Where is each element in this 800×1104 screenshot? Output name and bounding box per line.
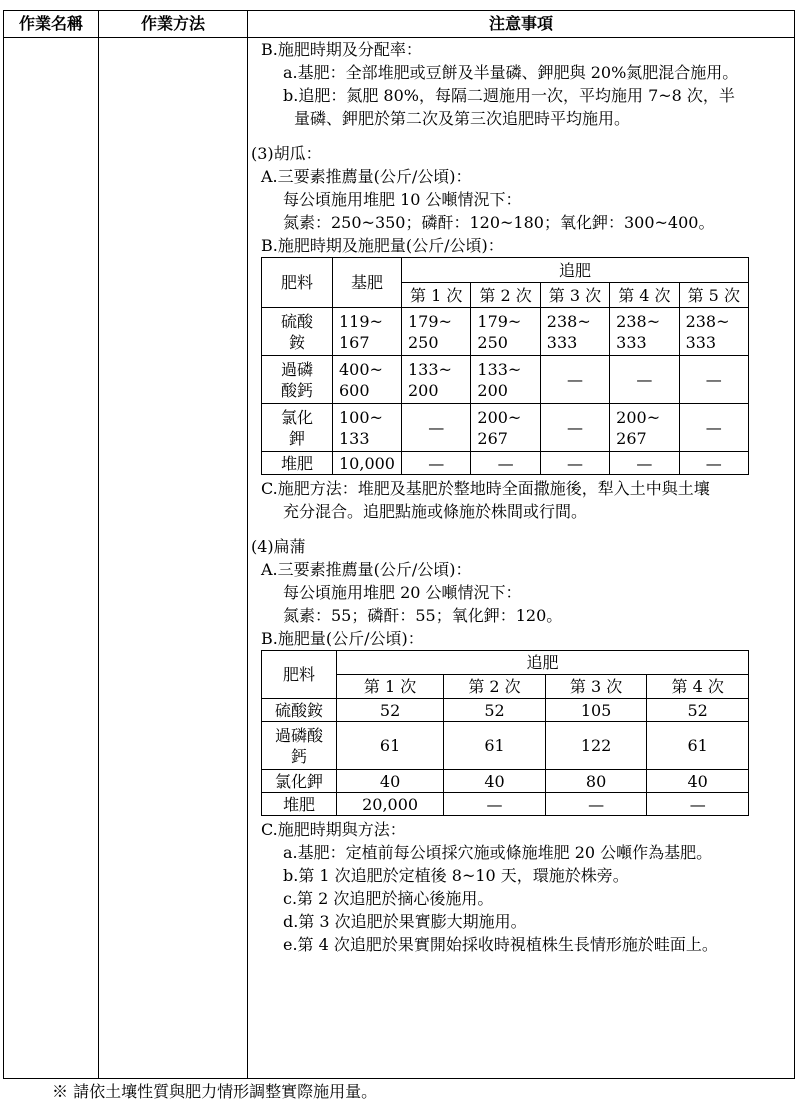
cell-line: —	[428, 453, 445, 473]
cucumber-c-line1: C.施肥方法：堆肥及基肥於整地時全面撒施後，犁入土中與土壤	[261, 479, 710, 498]
cell-line: —	[497, 453, 514, 473]
cell-value: —	[545, 793, 647, 816]
header-notes: 注意事項	[488, 14, 553, 33]
cell-line: —	[566, 418, 583, 437]
timing-title: B.施肥時期及分配率：	[261, 40, 422, 59]
cell-line: —	[705, 370, 722, 389]
cell-line: 267	[616, 428, 647, 448]
cell-value: 52	[444, 699, 546, 722]
cell-line: 堆肥	[280, 453, 313, 473]
table-row	[262, 356, 749, 404]
cell-empty	[679, 404, 748, 452]
cell-line: —	[705, 453, 722, 473]
cell-line: 133	[339, 428, 370, 448]
cell-value	[333, 356, 402, 404]
th-topdress: 追肥	[337, 651, 749, 675]
cell-line: 酸鈣	[280, 380, 313, 400]
cell-line: 267	[477, 428, 508, 448]
gourd-a-line2: 氮素：55；磷酐：55；氧化鉀：120。	[283, 606, 563, 625]
table-row	[262, 404, 749, 452]
cell-line: —	[705, 418, 722, 437]
cell-value	[333, 404, 402, 452]
table-row	[262, 722, 749, 770]
table-row	[262, 770, 749, 793]
gourd-a-title: A.三要素推薦量(公斤/公頃)：	[261, 560, 472, 579]
header-task-method: 作業方法	[140, 14, 205, 33]
cell-line: 333	[616, 332, 647, 352]
footnote: ※ 請依土壤性質與肥力情形調整實際施用量。	[52, 1082, 378, 1101]
notes-column	[251, 38, 794, 1078]
cell-empty	[471, 452, 540, 475]
cell-line: 250	[477, 332, 508, 352]
cucumber-c-line2: 充分混合。追肥點施或條施於株間或行間。	[283, 502, 588, 521]
cell-value: 40	[337, 770, 444, 793]
cell-line: 200~	[477, 407, 522, 427]
cell-value: 80	[545, 770, 647, 793]
row-fertilizer-name: 堆肥	[262, 793, 337, 816]
cell-line: —	[636, 370, 653, 389]
cucumber-a-title: A.三要素推薦量(公斤/公頃)：	[261, 167, 472, 186]
table-row	[262, 699, 749, 722]
cell-empty	[610, 356, 679, 404]
th-basal: 基肥	[333, 258, 402, 308]
cell-empty	[402, 404, 471, 452]
cell-value	[471, 404, 540, 452]
cell-value: 20,000	[337, 793, 444, 816]
cell-line: 鉀	[288, 428, 305, 448]
cell-value: 61	[337, 722, 444, 770]
cell-line: 過磷	[280, 359, 313, 379]
cell-empty	[679, 452, 748, 475]
cell-line: 100~	[339, 407, 383, 427]
cell-empty	[540, 452, 609, 475]
timing-topdress-2: 量磷、鉀肥於第二次及第三次追肥時平均施用。	[294, 109, 631, 128]
cell-line: 250	[408, 332, 439, 352]
table-row	[262, 308, 749, 356]
row-fertilizer-name	[262, 356, 333, 404]
th-round: 第 1 次	[337, 675, 444, 699]
cell-line: 133~	[408, 359, 452, 379]
cell-value: 40	[647, 770, 749, 793]
cell-line: 氯化	[280, 407, 313, 427]
cucumber-b-title: B.施肥時期及施肥量(公斤/公頃)：	[261, 236, 504, 255]
cell-value: 61	[647, 722, 749, 770]
cell-line: 200~	[616, 407, 661, 427]
cell-value: 105	[545, 699, 647, 722]
cell-value	[471, 356, 540, 404]
header-task-name: 作業名稱	[18, 14, 83, 33]
cell-value	[333, 308, 402, 356]
cell-value: —	[444, 793, 546, 816]
cell-line: —	[566, 370, 583, 389]
cell-line: 179~	[408, 311, 452, 331]
cell-line: 200	[477, 380, 508, 400]
table-row	[262, 793, 749, 816]
timing-topdress-1: b.追肥：氮肥 80%，每隔二週施用一次，平均施用 7~8 次，半	[283, 86, 735, 105]
th-topdress: 追肥	[402, 258, 749, 283]
cell-value	[402, 308, 471, 356]
cell-line: —	[566, 453, 583, 473]
cell-value	[610, 404, 679, 452]
cell-line: 400~	[339, 359, 383, 379]
cell-empty	[679, 356, 748, 404]
cucumber-a-line2: 氮素：250~350；磷酐：120~180；氧化鉀：300~400。	[283, 213, 715, 232]
cell-line: 600	[339, 380, 370, 400]
th-round: 第 4 次	[647, 675, 749, 699]
cell-line: 133~	[477, 359, 522, 379]
cell-value	[679, 308, 748, 356]
gourd-c-e: e.第 4 次追肥於果實開始採收時視植株生長情形施於畦面上。	[283, 935, 718, 954]
timing-basal: a.基肥：全部堆肥或豆餅及半量磷、鉀肥與 20%氮肥混合施用。	[283, 63, 739, 82]
th-round: 第 4 次	[610, 283, 679, 308]
cell-value	[471, 308, 540, 356]
cell-value	[402, 356, 471, 404]
cucumber-fertilizer-table	[261, 257, 749, 475]
section-heading-gourd: (4)扁蒲	[251, 537, 306, 556]
th-round: 第 3 次	[545, 675, 647, 699]
th-round: 第 2 次	[471, 283, 540, 308]
gourd-c-d: d.第 3 次追肥於果實膨大期施用。	[283, 912, 527, 931]
gourd-fertilizer-table	[261, 650, 749, 816]
row-fertilizer-name	[262, 308, 333, 356]
gourd-a-line1: 每公頃施用堆肥 20 公噸情況下：	[283, 583, 522, 602]
column-divider	[247, 11, 248, 1078]
cell-value: 122	[545, 722, 647, 770]
cell-value	[610, 308, 679, 356]
row-fertilizer-name	[262, 404, 333, 452]
table-row	[262, 452, 749, 475]
gourd-c-title: C.施肥時期與方法：	[261, 820, 406, 839]
gourd-b-title: B.施肥量(公斤/公頃)：	[261, 629, 424, 648]
cell-value: 52	[647, 699, 749, 722]
cell-line: 179~	[477, 311, 522, 331]
cell-value: 40	[444, 770, 546, 793]
th-round: 第 2 次	[444, 675, 546, 699]
cell-value: —	[647, 793, 749, 816]
cell-line: 銨	[288, 332, 305, 352]
cell-value	[540, 308, 609, 356]
cell-line: 238~	[546, 311, 591, 331]
cell-line: —	[428, 418, 445, 437]
cell-line: 167	[339, 332, 370, 352]
cell-empty	[610, 452, 679, 475]
cell-line: 硫酸	[280, 311, 313, 331]
cell-line: 333	[685, 332, 717, 352]
gourd-c-c: c.第 2 次追肥於摘心後施用。	[283, 889, 494, 908]
cell-value	[333, 452, 402, 475]
cell-empty	[402, 452, 471, 475]
cell-line: 119~	[339, 311, 383, 331]
cucumber-a-line1: 每公頃施用堆肥 10 公噸情況下：	[283, 190, 522, 209]
cell-empty	[540, 356, 609, 404]
cell-line: 238~	[616, 311, 661, 331]
section-heading-cucumber: (3)胡瓜：	[251, 144, 322, 163]
gourd-c-a: a.基肥：定植前每公頃採穴施或條施堆肥 20 公噸作為基肥。	[283, 843, 713, 862]
cell-line: 200	[408, 380, 439, 400]
cell-value: 52	[337, 699, 444, 722]
cell-value: 61	[444, 722, 546, 770]
cell-line: 238~	[685, 311, 730, 331]
cell-line: 10,000	[339, 453, 395, 473]
th-fertilizer: 肥料	[262, 651, 337, 699]
cell-empty	[540, 404, 609, 452]
row-fertilizer-name: 過磷酸鈣	[262, 722, 337, 770]
th-round: 第 5 次	[679, 283, 748, 308]
row-fertilizer-name: 氯化鉀	[262, 770, 337, 793]
row-fertilizer-name	[262, 452, 333, 475]
row-fertilizer-name: 硫酸銨	[262, 699, 337, 722]
th-round: 第 3 次	[540, 283, 609, 308]
th-round: 第 1 次	[402, 283, 471, 308]
cell-line: 333	[546, 332, 578, 352]
cell-line: —	[636, 453, 653, 473]
th-fertilizer: 肥料	[262, 258, 333, 308]
column-divider	[98, 11, 99, 1078]
gourd-c-b: b.第 1 次追肥於定植後 8~10 天，環施於株旁。	[283, 866, 629, 885]
fertilization-table	[3, 10, 795, 1079]
